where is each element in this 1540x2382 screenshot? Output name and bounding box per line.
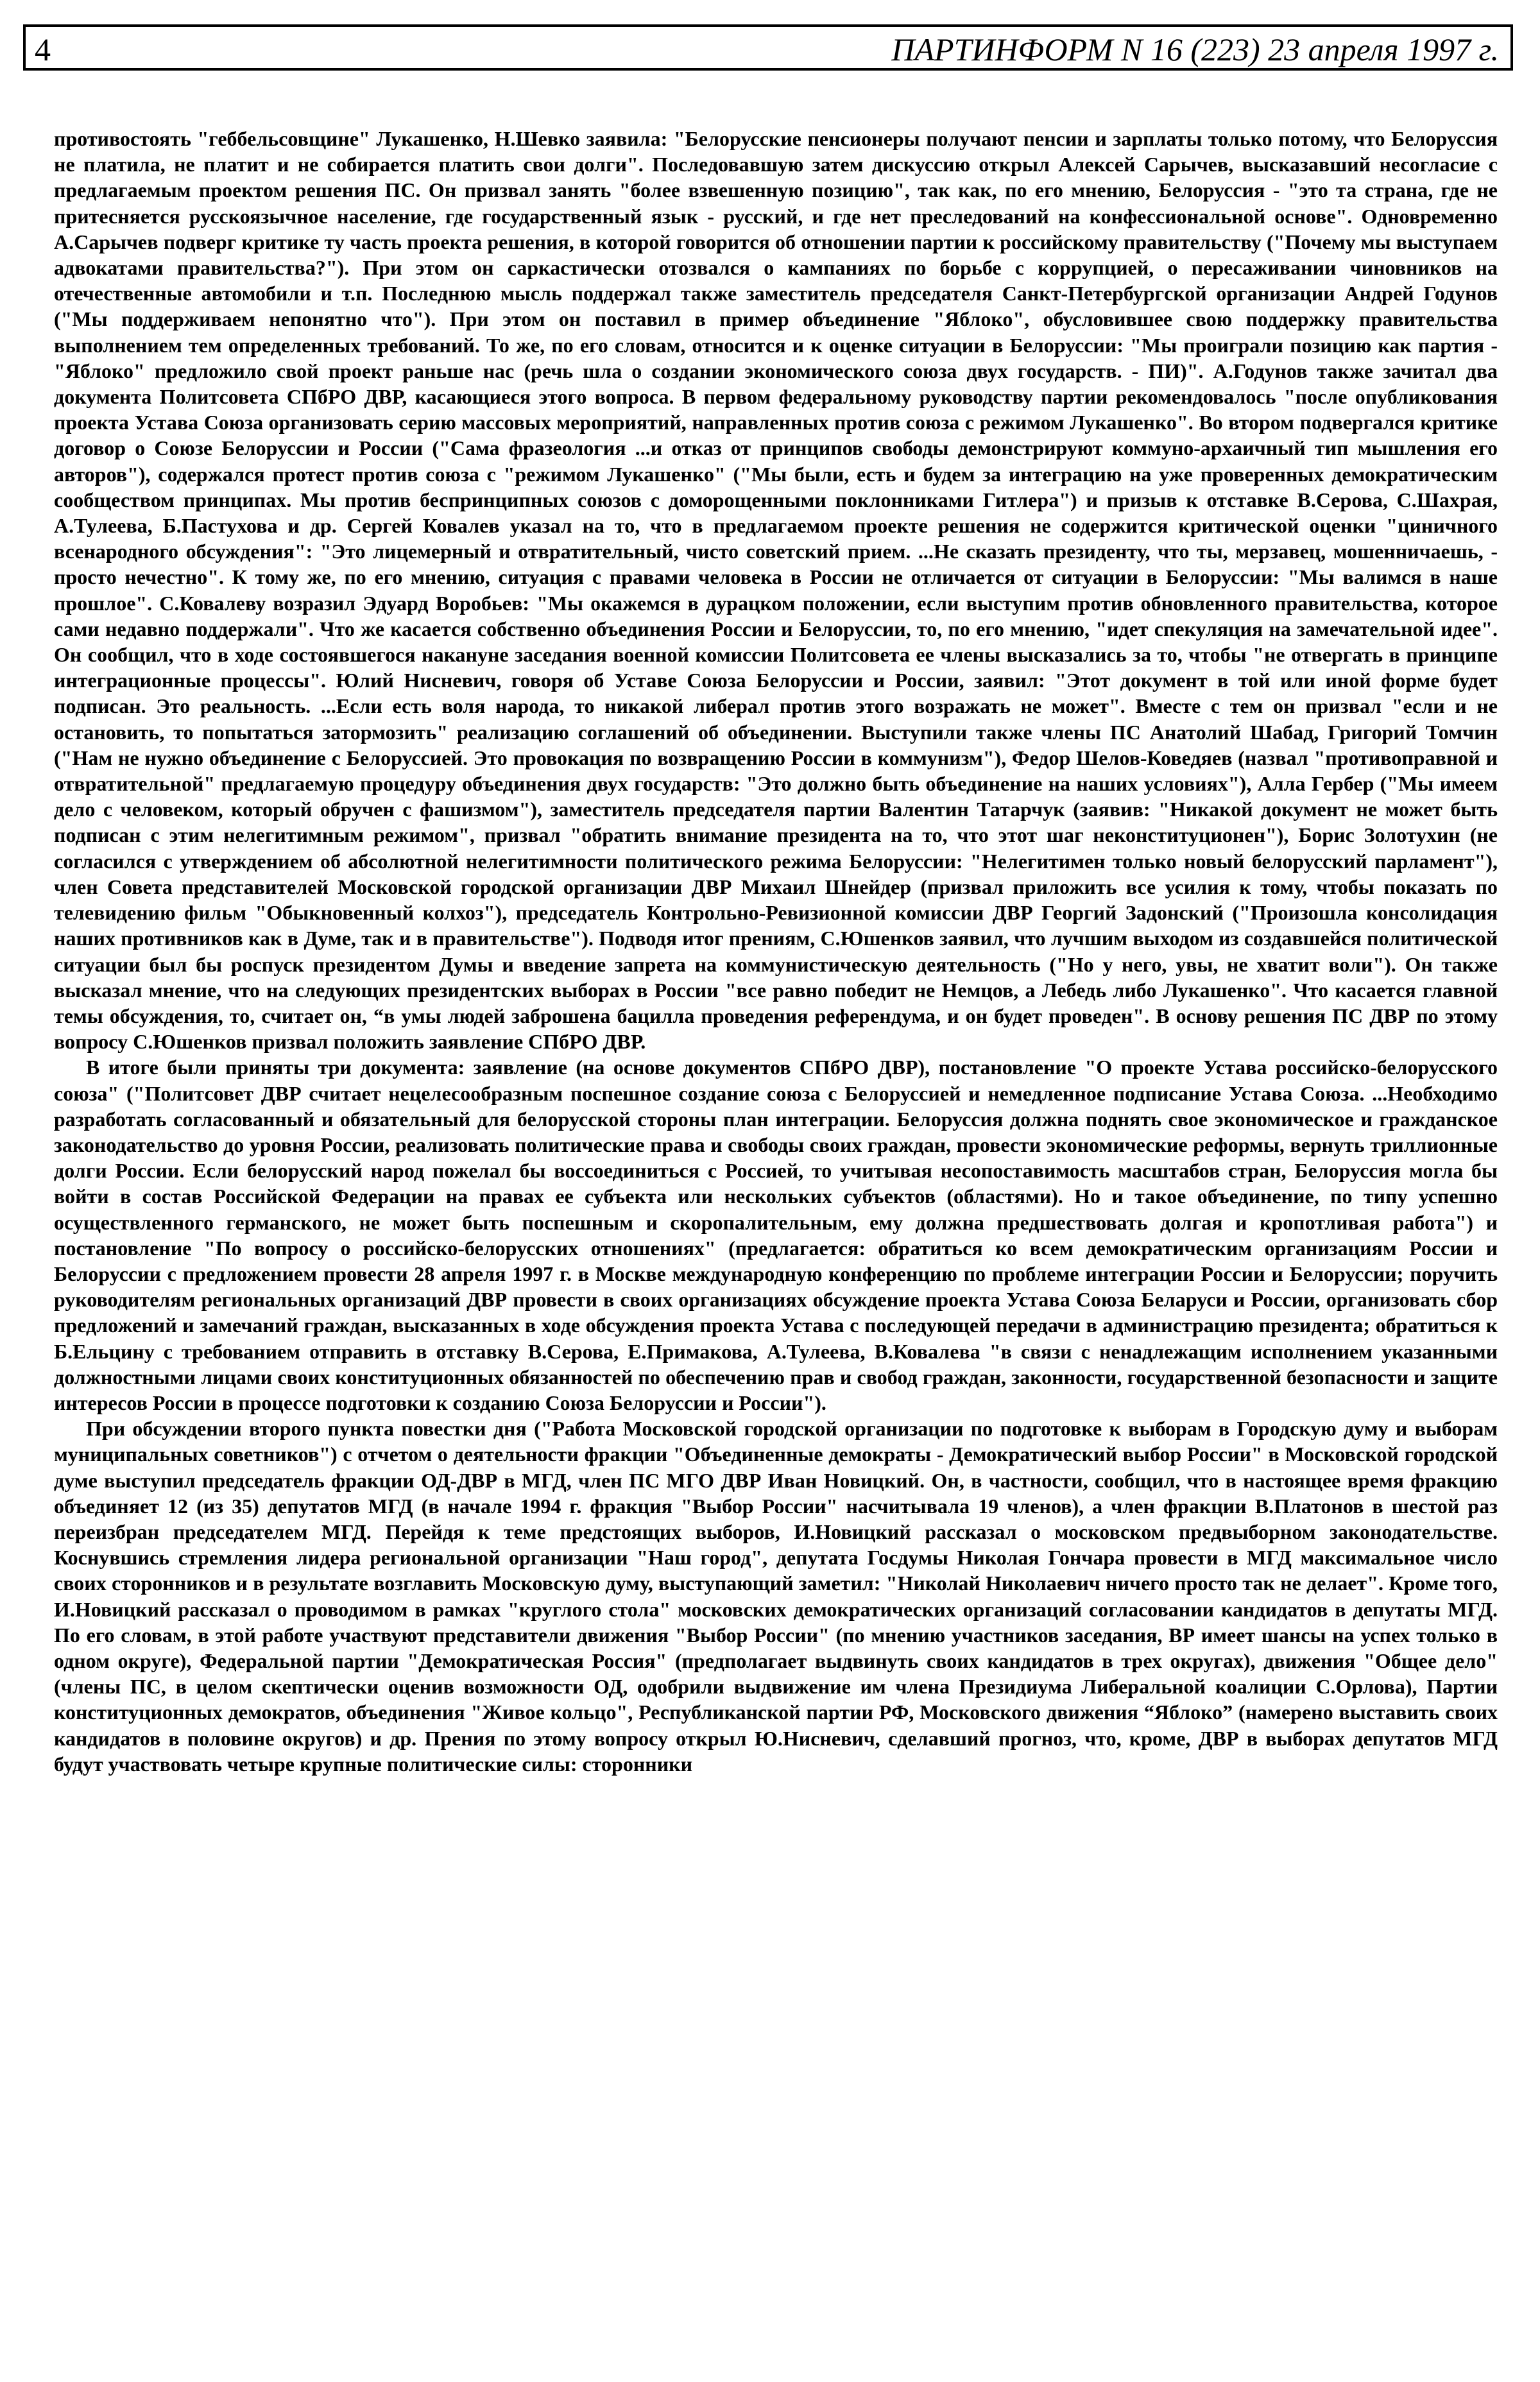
publication-title: ПАРТИНФОРМ N 16 (223) 23 апреля 1997 г.: [891, 31, 1499, 67]
page-header: [23, 24, 1513, 71]
page-number: 4: [35, 31, 51, 67]
article-body: [54, 126, 1498, 1777]
article-paragraph: При обсуждении второго пункта повестки дня ("Работа Московской городской организации по подготовке к выборам в Городскую думу и выборам муниципальных советников") с отчетом о деятельности фракции "Объединенные демократы - Демократический выбор России" в Московской городской думе выступил председатель фракции ОД-ДВР в МГД, член ПС МГО ДВР Иван Новицкий. Он, в частности, сообщил, что в настоящее время фракцию объединяет 12 (из 35) депутатов МГД (в начале 1994 г. фракция "Выбор России" насчитывала 19 членов), а член фракции В.Платонов в шестой раз переизбран председателем МГД. Перейдя к теме предстоящих выборов, И.Новицкий рассказал о московском предвыборном законодательстве. Коснувшись стремления лидера региональной организации "Наш город", депутата Госдумы Николая Гончара провести в МГД максимальное число своих сторонников и в результате возглавить Московскую думу, выступающий заметил: "Николай Николаевич ничего просто так не делает". Кроме того, И.Новицкий рассказал о проводимом в рамках "круглого стола" московских демократических организаций согласовании кандидатов в депутаты МГД. По его словам, в этой работе участвуют представители движения "Выбор России" (по мнению участников заседания, ВР имеет шансы на успех только в одном округе), Федеральной партии "Демократическая Россия" (предполагает выдвинуть своих кандидатов в трех округах), движения "Общее дело" (члены ПС, в целом скептически оценив возможности ОД, одобрили выдвижение им члена Президиума Либеральной коалиции С.Орлова), Партии конституционных демократов, объединения "Живое кольцо", Республиканской партии РФ, Московского движения “Яблоко” (намерено выставить своих кандидатов в половине округов) и др. Прения по этому вопросу открыл Ю.Нисневич, сделавший прогноз, что, кроме, ДВР в выборах депутатов МГД будут участвовать четыре крупные политические силы: сторонники: [54, 1417, 1498, 1776]
article-paragraph: В итоге были приняты три документа: заявление (на основе документов СПбРО ДВР), постановление "О проекте Устава российско-белорусского союза" ("Политсовет ДВР считает нецелесообразным поспешное создание союза с Белоруссией и немедленное подписание Устава Союза. ...Необходимо разработать согласованный и обязательный для белорусской стороны план интеграции. Белоруссия должна поднять свое экономическое и гражданское законодательство до уровня России, реализовать политические права и свободы своих граждан, провести экономические реформы, вернуть триллионные долги России. Если белорусский народ пожелал бы воссоединиться с Россией, то учитывая несопоставимость масштабов стран, Белоруссия могла бы войти в состав Российской Федерации на правах ее субъекта или нескольких субъектов (областями). Но и такое объединение, по типу успешно осуществленного германского, не может быть поспешным и скоропалительным, ему должна предшествовать долгая и кропотливая работа") и постановление "По вопросу о российско-белорусских отношениях" (предлагается: обратиться ко всем демократическим организациям России и Белоруссии с предложением провести 28 апреля 1997 г. в Москве международную конференцию по проблеме интеграции России и Белоруссии; поручить руководителям региональных организаций ДВР провести в своих организациях обсуждение проекта Устава Союза Беларуси и России, организовать сбор предложений и замечаний граждан, высказанных в ходе обсуждения проекта Устава с последующей передачи в администрацию президента; обратиться к Б.Ельцину с требованием отправить в отставку В.Серова, Е.Примакова, А.Тулеева, В.Ковалева "в связи с ненадлежащим исполнением указанными должностными лицами своих конституционных обязанностей по обеспечению прав и свобод граждан, законности, государственной безопасности и защите интересов России в процессе подготовки к созданию Союза Белоруссии и России").: [54, 1056, 1498, 1414]
article-paragraph: противостоять "геббельсовщине" Лукашенко, Н.Шевко заявила: "Белорусские пенсионеры получают пенсии и зарплаты только потому, что Белоруссия не платила, не платит и не собирается платить свои долги". Последовавшую затем дискуссию открыл Алексей Сарычев, высказавший несогласие с предлагаемым проектом решения ПС. Он призвал занять "более взвешенную позицию", так как, по его мнению, Белоруссия - "это та страна, где не притесняется русскоязычное население, где государственный язык - русский, и где нет преследований на конфессиональной основе". Одновременно А.Сарычев подверг критике ту часть проекта решения, в которой говорится об отношении партии к российскому правительству ("Почему мы выступаем адвокатами правительства?"). При этом он саркастически отозвался о кампаниях по борьбе с коррупцией, о пересаживании чиновников на отечественные автомобили и т.п. Последнюю мысль поддержал также заместитель председателя Санкт-Петербургской организации Андрей Годунов ("Мы поддерживаем непонятно что"). При этом он поставил в пример объединение "Яблоко", обусловившее свою поддержку правительства выполнением тем определенных требований. То же, по его словам, относится и к оценке ситуации в Белоруссии: "Мы проиграли позицию как партия - "Яблоко" предложило свой проект раньше нас (речь шла о создании экономического союза двух государств. - ПИ)". А.Годунов также зачитал два документа Политсовета СПбРО ДВР, касающиеся этого вопроса. В первом федеральному руководству партии рекомендовалось "после опубликования проекта Устава Союза организовать серию массовых мероприятий, направленных против союза с режимом Лукашенко". Во втором подвергался критике договор о Союзе Белоруссии и России ("Сама фразеология ...и отказ от принципов свободы демонстрируют коммуно-архаичный тип мышления его авторов"), содержался протест против союза с "режимом Лукашенко" ("Мы были, есть и будем за интеграцию на уже проверенных демократическим сообществом принципах. Мы против беспринципных союзов с доморощенными поклонниками Гитлера") и призыв к отставке В.Серова, С.Шахрая, А.Тулеева, Б.Пастухова и др. Сергей Ковалев указал на то, что в предлагаемом проекте решения не содержится критической оценки "циничного всенародного обсуждения": "Это лицемерный и отвратительный, чисто советский прием. ...Не сказать президенту, что ты, мерзавец, мошенничаешь, - просто нечестно". К тому же, по его мнению, ситуация с правами человека в России не отличается от ситуации в Белоруссии: "Мы валимся в наше прошлое". С.Ковалеву возразил Эдуард Воробьев: "Мы окажемся в дурацком положении, если выступим против обновленного правительства, которое сами недавно поддержали". Что же касается собственно объединения России и Белоруссии, то, по его мнению, "идет спекуляция на замечательной идее". Он сообщил, что в ходе состоявшегося накануне заседания военной комиссии Политсовета ее члены высказались за то, чтобы "не отвергать в принципе интеграционные процессы". Юлий Нисневич, говоря об Уставе Союза Белоруссии и России, заявил: "Этот документ в той или иной форме будет подписан. Это реальность. ...Если есть воля народа, то никакой либерал против этого возражать не может". Вместе с тем он призвал "если и не остановить, то попытаться затормозить" реализацию соглашений об объединении. Выступили также члены ПС Анатолий Шабад, Григорий Томчин ("Нам не нужно объединение с Белоруссией. Это провокация по возвращению России в коммунизм"), Федор Шелов-Коведяев (назвал "противоправной и отвратительной" предлагаемую процедуру объединения двух государств: "Это должно быть объединение на наших условиях"), Алла Гербер ("Мы имеем дело с человеком, который обручен с фашизмом"), заместитель председателя партии Валентин Татарчук (заявив: "Никакой документ не может быть подписан с этим нелегитимным режимом", призвал "обратить внимание президента на то, что этот шаг неконституционен"), Борис Золотухин (не согласился с утверждением об абсолютной нелегитимности политического режима Белоруссии: "Нелегитимен только новый белорусский парламент"), член Совета представителей Московской городской организации ДВР Михаил Шнейдер (призвал приложить все усилия к тому, чтобы показать по телевидению фильм "Обыкновенный колхоз"), председатель Контрольно-Ревизионной комиссии ДВР Георгий Задонский ("Произошла консолидация наших противников как в Думе, так и в правительстве"). Подводя итог прениям, С.Юшенков заявил, что лучшим выходом из создавшейся политической ситуации был бы роспуск президентом Думы и введение запрета на коммунистическую деятельность ("Но у него, увы, не хватит воли"). Он также высказал мнение, что на следующих президентских выборах в России "все равно победит не Немцов, а Лебедь либо Лукашенко". Что касается главной темы обсуждения, то, считает он, “в умы людей заброшена бацилла проведения референдума, и он будет проведен". В основу решения ПС ДВР по этому вопросу С.Юшенков призвал положить заявление СПбРО ДВР.: [54, 127, 1498, 1054]
